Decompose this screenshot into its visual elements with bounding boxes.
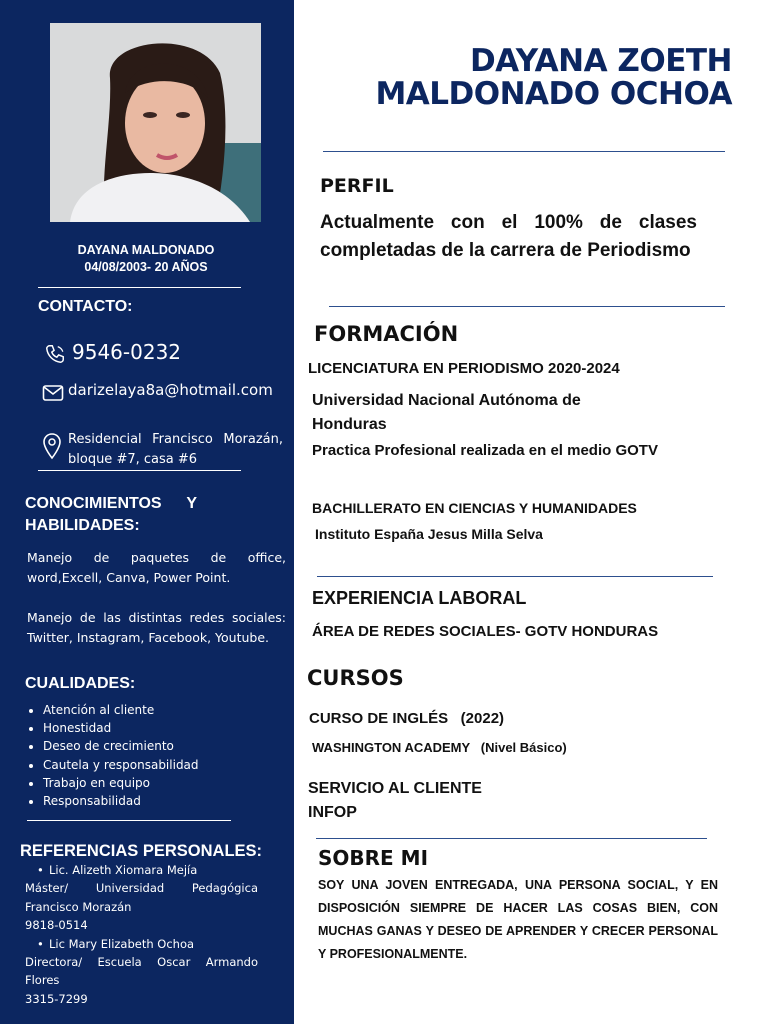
phone-number[interactable]: 9546-0232 — [72, 340, 182, 364]
education-2-school: Instituto España Jesus Milla Selva — [315, 526, 543, 542]
education-heading: FORMACIÓN — [314, 322, 459, 346]
sidebar-name: DAYANA MALDONADO — [77, 243, 215, 257]
divider — [317, 576, 713, 577]
phone-icon — [44, 342, 66, 366]
divider — [323, 151, 725, 152]
reference-1-name: • Lic. Alizeth Xiomara Mejía — [25, 861, 258, 879]
full-name-line-1: DAYANA ZOETH — [469, 43, 732, 79]
location-pin-icon — [42, 432, 62, 460]
qualities-heading: CUALIDADES: — [25, 675, 136, 692]
references-heading: REFERENCIAS PERSONALES: — [20, 842, 263, 860]
list-item: • Honestidad — [43, 719, 283, 737]
about-heading: SOBRE MI — [318, 846, 429, 870]
divider — [316, 838, 707, 839]
experience-item: ÁREA DE REDES SOCIALES- GOTV HONDURAS — [312, 623, 659, 640]
experience-heading: EXPERIENCIA LABORAL — [312, 588, 527, 608]
reference-2-phone: 3315-7299 — [25, 991, 88, 1006]
references-list — [25, 861, 258, 1008]
profile-photo — [50, 23, 261, 222]
education-1-title: LICENCIATURA EN PERIODISMO 2020-2024 — [308, 360, 620, 377]
list-item: • Responsabilidad — [43, 792, 283, 810]
course-1-title: CURSO DE INGLÉS (2022) — [309, 710, 505, 727]
courses-heading: CURSOS — [307, 666, 404, 690]
address: Residencial Francisco Morazán, bloque #7, casa #6 — [68, 432, 283, 467]
reference-1-phone: 9818-0514 — [25, 918, 88, 933]
email-address[interactable]: darizelaya8a@hotmail.com — [68, 381, 273, 399]
full-name — [320, 45, 732, 111]
list-item: • Atención al cliente — [43, 701, 283, 719]
envelope-icon — [42, 384, 64, 402]
full-name-line-2: MALDONADO OCHOA — [375, 76, 732, 112]
about-text: SOY UNA JOVEN ENTREGADA, UNA PERSONA SOCIAL, Y EN DISPOSICIÓN SIEMPRE DE HACER LAS COSAS BIEN, CON MUCHAS GANAS Y DESEO DE APRENDER Y CRECER PERSONAL Y PROFESIONALMENTE. — [318, 878, 718, 961]
course-2-title: SERVICIO AL CLIENTE — [308, 780, 482, 797]
contact-heading: CONTACTO: — [38, 298, 133, 315]
list-item: • Trabajo en equipo — [43, 774, 283, 792]
sidebar — [0, 0, 294, 1024]
skills-heading: CONOCIMIENTOS Y HABILIDADES: — [25, 495, 197, 534]
divider — [38, 470, 241, 471]
education-2-title: BACHILLERATO EN CIENCIAS Y HUMANIDADES — [312, 500, 637, 516]
list-item: • Deseo de crecimiento — [43, 737, 283, 755]
skills-social-media: Manejo de las distintas redes sociales: Twitter, Instagram, Facebook, Youtube. — [27, 610, 286, 645]
course-2-org: INFOP — [308, 804, 357, 821]
profile-heading: PERFIL — [320, 175, 394, 197]
skills-office: Manejo de paquetes de office, word,Excell, Canva, Power Point. — [27, 550, 286, 585]
divider — [329, 306, 725, 307]
reference-2-detail: Directora/ Escuela Oscar Armando Flores — [25, 955, 258, 988]
reference-1-detail: Máster/ Universidad Pedagógica Francisco Morazán — [25, 881, 258, 914]
qualities-list — [27, 701, 283, 810]
divider — [38, 287, 241, 288]
education-1-practice: Practica Profesional realizada en el medio GOTV — [312, 442, 658, 459]
divider — [27, 820, 231, 821]
education-1-school: Universidad Nacional Autónoma de Honduras — [312, 392, 581, 433]
profile-text: Actualmente con el 100% de clases completadas de la carrera de Periodismo — [320, 212, 697, 261]
course-1-detail: WASHINGTON ACADEMY (Nivel Básico) — [312, 740, 567, 755]
sidebar-birthdate: 04/08/2003- 20 AÑOS — [84, 260, 208, 274]
list-item: • Cautela y responsabilidad — [43, 756, 283, 774]
reference-2-name: • Lic Mary Elizabeth Ochoa — [25, 935, 258, 953]
